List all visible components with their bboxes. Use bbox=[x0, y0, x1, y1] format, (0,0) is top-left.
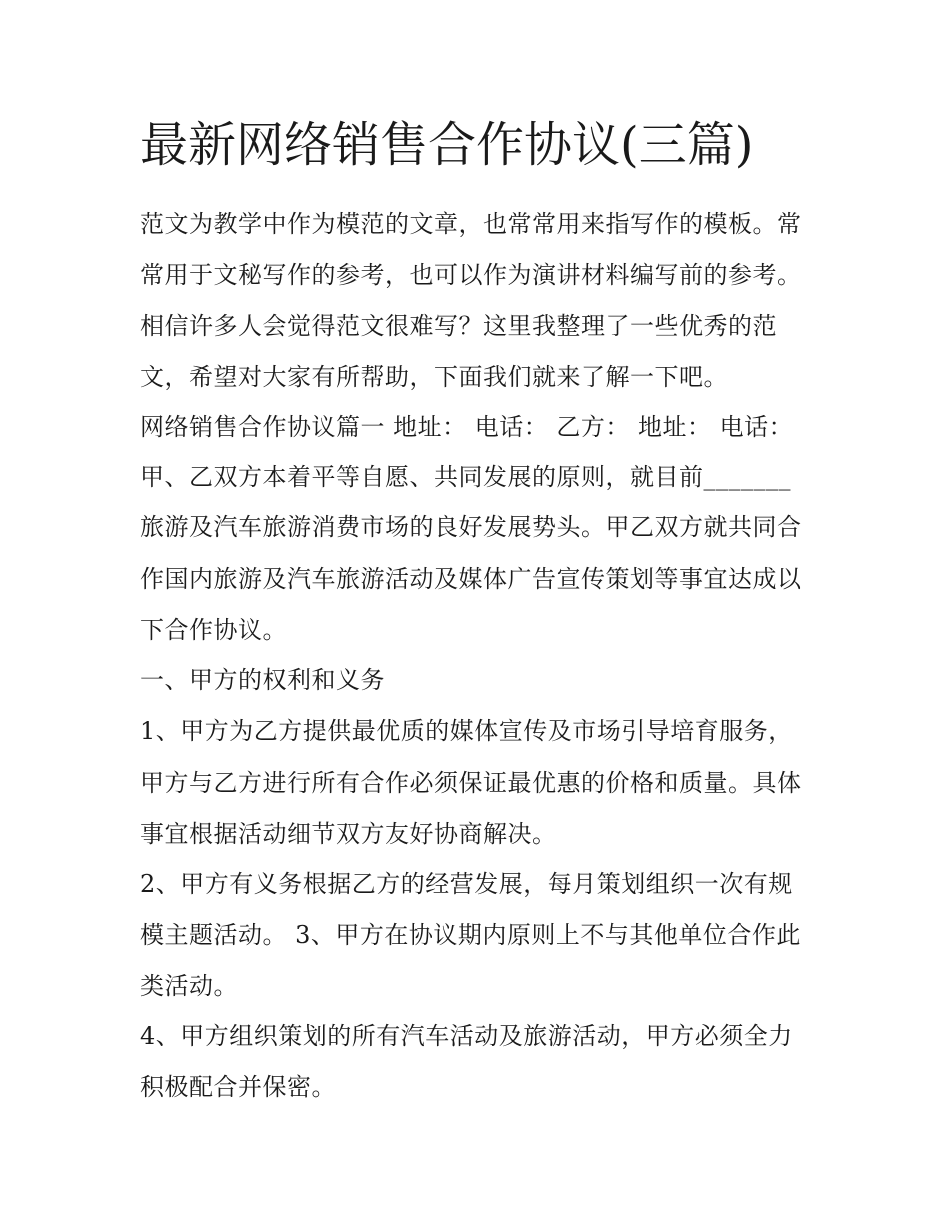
body-line: 类活动。 bbox=[140, 972, 238, 1000]
document-title: 最新网络销售合作协议(三篇) bbox=[140, 117, 754, 173]
body-line: 甲方与乙方进行所有合作必须保证最优惠的价格和质量。具体 bbox=[140, 769, 802, 797]
body-line: 4、甲方组织策划的所有汽车活动及旅游活动，甲方必须全力 bbox=[140, 1022, 793, 1050]
body-line: 常用于文秘写作的参考，也可以作为演讲材料编写前的参考。 bbox=[140, 261, 802, 289]
body-line: 积极配合并保密。 bbox=[140, 1073, 336, 1101]
body-line: 作国内旅游及汽车旅游活动及媒体广告宣传策划等事宜达成以 bbox=[140, 565, 802, 593]
body-line: 旅游及汽车旅游消费市场的良好发展势头。甲乙双方就共同合 bbox=[140, 513, 802, 541]
body-line: 相信许多人会觉得范文很难写？这里我整理了一些优秀的范 bbox=[140, 312, 777, 340]
body-line: 模主题活动。 3、甲方在协议期内原则上不与其他单位合作此 bbox=[140, 921, 801, 949]
body-line: 范文为教学中作为模范的文章，也常常用来指写作的模板。常 bbox=[140, 210, 802, 238]
section-heading: 一、甲方的权利和义务 bbox=[140, 666, 385, 694]
body-line: 网络销售合作协议篇一 地址： 电话： 乙方： 地址： 电话： bbox=[140, 413, 794, 441]
body-line: 1、甲方为乙方提供最优质的媒体宣传及市场引导培育服务， bbox=[140, 717, 793, 745]
body-line: 甲、乙双方本着平等自愿、共同发展的原则，就目前_______ bbox=[140, 463, 791, 491]
body-line: 事宜根据活动细节双方友好协商解决。 bbox=[140, 820, 557, 848]
body-line: 2、甲方有义务根据乙方的经营发展，每月策划组织一次有规 bbox=[140, 870, 793, 898]
body-line: 文，希望对大家有所帮助，下面我们就来了解一下吧。 bbox=[140, 363, 728, 391]
body-line: 下合作协议。 bbox=[140, 616, 287, 644]
